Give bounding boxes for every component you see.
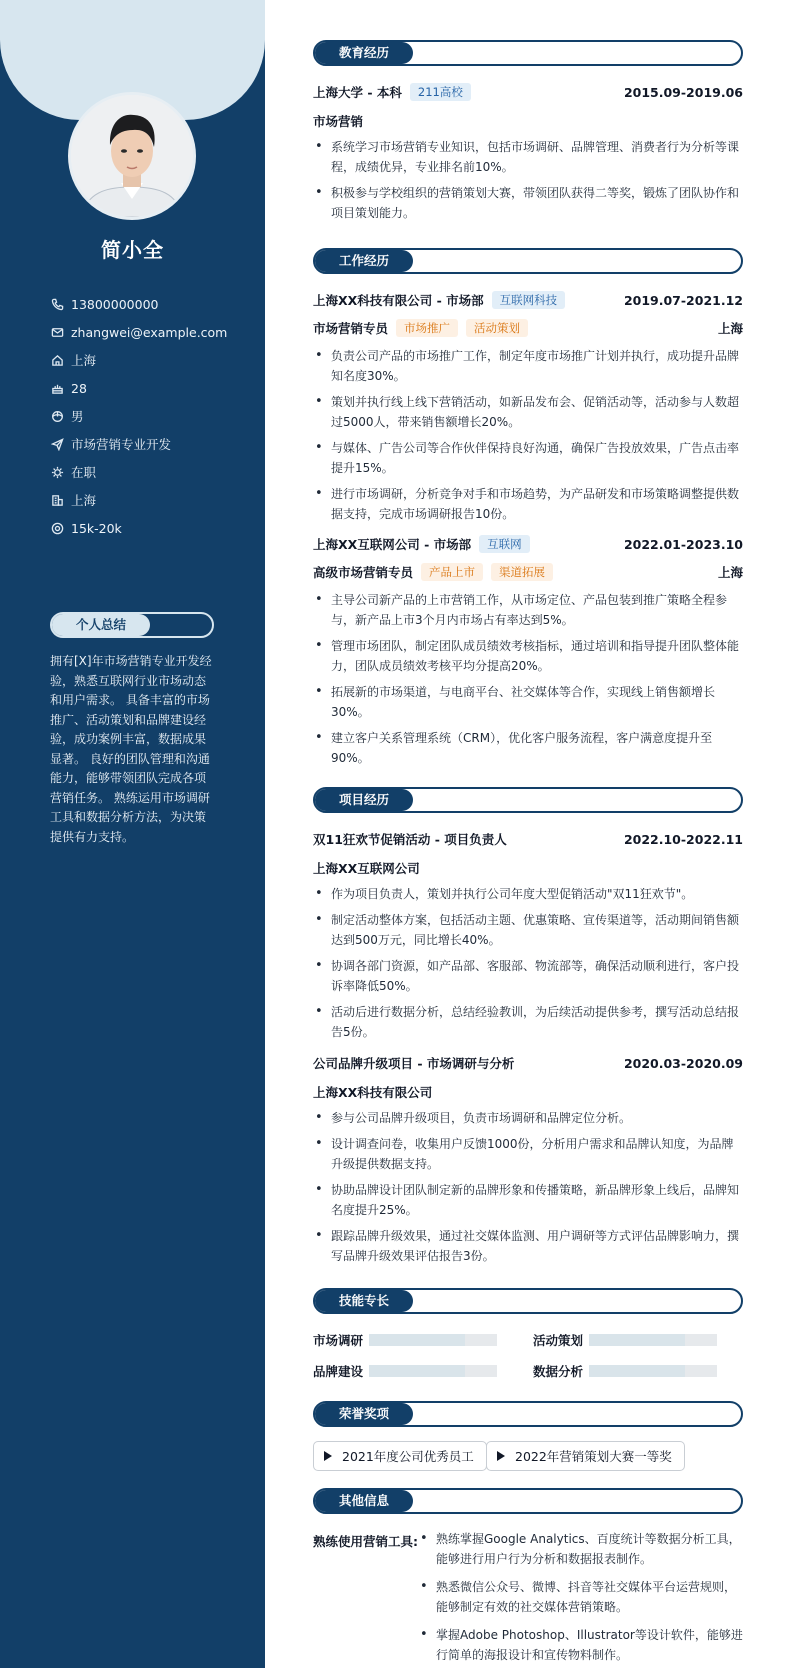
avatar (68, 92, 196, 220)
list-item: • 参与公司品牌升级项目，负责市场调研和品牌定位分析。 (313, 1108, 743, 1128)
other-section-header (313, 1488, 743, 1514)
job-company: 上海XX互联网公司 - 市场部 (313, 537, 472, 552)
project-company: 上海XX互联网公司 (313, 861, 420, 876)
play-icon (497, 1451, 505, 1461)
list-item: • 制定活动整体方案，包括活动主题、优惠策略、宣传渠道等，活动期间销售额达到500万元，同比增长40%。 (313, 910, 743, 950)
project-bullets (313, 884, 743, 1048)
job-industry-tag: 互联网 (479, 535, 530, 553)
list-item: • 活动后进行数据分析，总结经验教训，为后续活动提供参考，撰写活动总结报告5份。 (313, 1002, 743, 1042)
summary-section-title: 个人总结 (52, 614, 150, 636)
job-company: 上海XX科技有限公司 - 市场部 (313, 293, 484, 308)
job-industry-tag: 互联网科技 (492, 291, 566, 309)
contact-gender (50, 402, 250, 430)
contact-value: zhangwei@example.com (71, 324, 228, 340)
contact-value: 市场营销专业开发 (71, 437, 172, 452)
skill-name: 品牌建设 (313, 1364, 364, 1379)
education-section-header (313, 40, 743, 66)
awards-section-title: 荣誉奖项 (315, 1403, 413, 1425)
list-item: • 与媒体、广告公司等合作伙伴保持良好沟通，确保广告投放效果，广告点击率提升15%。 (313, 438, 743, 478)
skill-bar (589, 1365, 717, 1377)
awards-section-header (313, 1401, 743, 1427)
list-item: • 策划并执行线上线下营销活动，如新品发布会、促销活动等，活动参与人数超过5000人，带来销售额增长20%。 (313, 392, 743, 432)
salary-icon (50, 521, 64, 535)
work-section-title: 工作经历 (315, 250, 413, 272)
gender-icon (50, 409, 64, 423)
project-company: 上海XX科技有限公司 (313, 1085, 433, 1100)
skill-name: 市场调研 (313, 1333, 364, 1348)
home-icon (50, 353, 64, 367)
skill-bar (589, 1334, 717, 1346)
contact-value: 男 (71, 409, 84, 424)
list-item: • 协助品牌设计团队制定新的品牌形象和传播策略，新品牌形象上线后，品牌知名度提升25%。 (313, 1180, 743, 1220)
project-row (313, 1054, 743, 1072)
list-item: • 负责公司产品的市场推广工作，制定年度市场推广计划并执行，成功提升品牌知名度30%。 (313, 346, 743, 386)
job-role: 市场营销专员 (313, 321, 389, 336)
award-label: 2021年度公司优秀员工 (342, 1449, 474, 1464)
job-bullets (313, 590, 743, 774)
contact-value: 上海 (71, 493, 97, 508)
school-tag: 211高校 (410, 83, 471, 101)
avatar-portrait (71, 95, 193, 217)
skills-section-header (313, 1288, 743, 1314)
job-skill-tag: 活动策划 (466, 319, 528, 337)
list-item: • 设计调查问卷，收集用户反馈1000份，分析用户需求和品牌认知度，为品牌升级提供数据支持。 (313, 1134, 743, 1174)
phone-icon (50, 297, 64, 311)
skill-name: 活动策划 (533, 1333, 584, 1348)
summary-section-header (50, 612, 214, 638)
other-label: 熟练使用营销工具: (313, 1534, 418, 1549)
list-item: • 掌握Adobe Photoshop、Illustrator等设计软件，能够进行简单的海报设计和宣传物料制作。 (418, 1625, 743, 1665)
education-date: 2015.09-2019.06 (623, 84, 743, 100)
skill-item (313, 1331, 363, 1349)
skills-section-title: 技能专长 (315, 1290, 413, 1312)
list-item: • 系统学习市场营销专业知识，包括市场调研、品牌管理、消费者行为分析等课程，成绩优异，专业排名前10%。 (313, 137, 743, 177)
job-skill-tag: 市场推广 (396, 319, 458, 337)
status-icon (50, 465, 64, 479)
project-date: 2020.03-2020.09 (623, 1055, 743, 1071)
work-section-header (313, 248, 743, 274)
contact-value: 上海 (71, 353, 97, 368)
contact-location (50, 346, 250, 374)
email-icon (50, 325, 64, 339)
project-row (313, 830, 743, 848)
projects-section-header (313, 787, 743, 813)
list-item: • 跟踪品牌升级效果，通过社交媒体监测、用户调研等方式评估品牌影响力，撰写品牌升级效果评估报告3份。 (313, 1226, 743, 1266)
job-skill-tag: 渠道拓展 (491, 563, 553, 581)
job-date: 2022.01-2023.10 (623, 536, 743, 552)
list-item: • 建立客户关系管理系统（CRM），优化客户服务流程，客户满意度提升至90%。 (313, 728, 743, 768)
job-date: 2019.07-2021.12 (623, 292, 743, 308)
candidate-name: 简小全 (101, 238, 164, 262)
job-bullets (313, 346, 743, 530)
contact-age (50, 374, 250, 402)
projects-section-title: 项目经历 (315, 789, 413, 811)
job-city: 上海 (717, 321, 743, 336)
other-section-title: 其他信息 (315, 1490, 413, 1512)
skill-bar (369, 1365, 497, 1377)
award-label: 2022年营销策划大赛一等奖 (515, 1449, 672, 1464)
list-item: • 熟悉微信公众号、微博、抖音等社交媒体平台运营规则，能够制定有效的社交媒体营销策略。 (418, 1577, 743, 1617)
contact-value: 13800000000 (71, 296, 159, 312)
job-role-row (313, 319, 743, 337)
sidebar (0, 0, 265, 1668)
education-bullets (313, 137, 743, 229)
project-name: 公司品牌升级项目 - 市场调研与分析 (313, 1056, 515, 1071)
job-row (313, 535, 743, 553)
education-major: 市场营销 (313, 114, 364, 129)
contact-value: 在职 (71, 465, 97, 480)
list-item: • 作为项目负责人，策划并执行公司年度大型促销活动"双11狂欢节"。 (313, 884, 743, 904)
project-bullets (313, 1108, 743, 1272)
contact-value: 15k-20k (71, 520, 122, 536)
contact-phone (50, 290, 250, 318)
list-item: • 拓展新的市场渠道，与电商平台、社交媒体等合作，实现线上销售额增长30%。 (313, 682, 743, 722)
contact-salary (50, 514, 250, 542)
list-item: • 管理市场团队，制定团队成员绩效考核指标，通过培训和指导提升团队整体能力，团队成员绩效考核平均分提高20%。 (313, 636, 743, 676)
education-row (313, 83, 743, 101)
skill-bar (369, 1334, 497, 1346)
age-icon (50, 381, 64, 395)
play-icon (324, 1451, 332, 1461)
list-item: • 进行市场调研，分析竞争对手和市场趋势，为产品研发和市场策略调整提供数据支持，完成市场调研报告10份。 (313, 484, 743, 524)
project-name: 双11狂欢节促销活动 - 项目负责人 (313, 832, 507, 847)
contact-value: 28 (71, 380, 87, 396)
award-item (486, 1441, 685, 1471)
job-skill-tag: 产品上市 (421, 563, 483, 581)
school-name: 上海大学 - 本科 (313, 85, 402, 100)
contact-target (50, 430, 250, 458)
project-date: 2022.10-2022.11 (623, 831, 743, 847)
list-item: • 积极参与学校组织的营销策划大赛，带领团队获得二等奖，锻炼了团队协作和项目策划能力。 (313, 183, 743, 223)
contact-city (50, 486, 250, 514)
send-icon (50, 437, 64, 451)
job-role-row (313, 563, 743, 581)
skill-item (533, 1331, 583, 1349)
summary-text: 拥有[X]年市场营销专业开发经验，熟悉互联网行业市场动态和用户需求。 具备丰富的市场推广、活动策划和品牌建设经验，成功案例丰富，数据成果显著。 良好的团队管理和沟通能力，能够带领团队完成各项营销任务。 熟练运用市场调研工具和数据分析方法，为决策提供有力支持。 (50, 654, 212, 844)
education-section-title: 教育经历 (315, 42, 413, 64)
other-list (418, 1529, 743, 1668)
award-item (313, 1441, 487, 1471)
skill-name: 数据分析 (533, 1364, 584, 1379)
job-row (313, 291, 743, 309)
contact-list (50, 290, 250, 542)
city-icon (50, 493, 64, 507)
list-item: • 熟练掌握Google Analytics、百度统计等数据分析工具，能够进行用户行为分析和数据报表制作。 (418, 1529, 743, 1569)
contact-status (50, 458, 250, 486)
skill-item (533, 1362, 583, 1380)
job-city: 上海 (717, 565, 743, 580)
contact-email (50, 318, 250, 346)
list-item: • 协调各部门资源，如产品部、客服部、物流部等，确保活动顺利进行，客户投诉率降低50%。 (313, 956, 743, 996)
job-role: 高级市场营销专员 (313, 565, 414, 580)
list-item: • 主导公司新产品的上市营销工作，从市场定位、产品包装到推广策略全程参与，新产品上市3个月内市场占有率达到5%。 (313, 590, 743, 630)
skill-item (313, 1362, 363, 1380)
